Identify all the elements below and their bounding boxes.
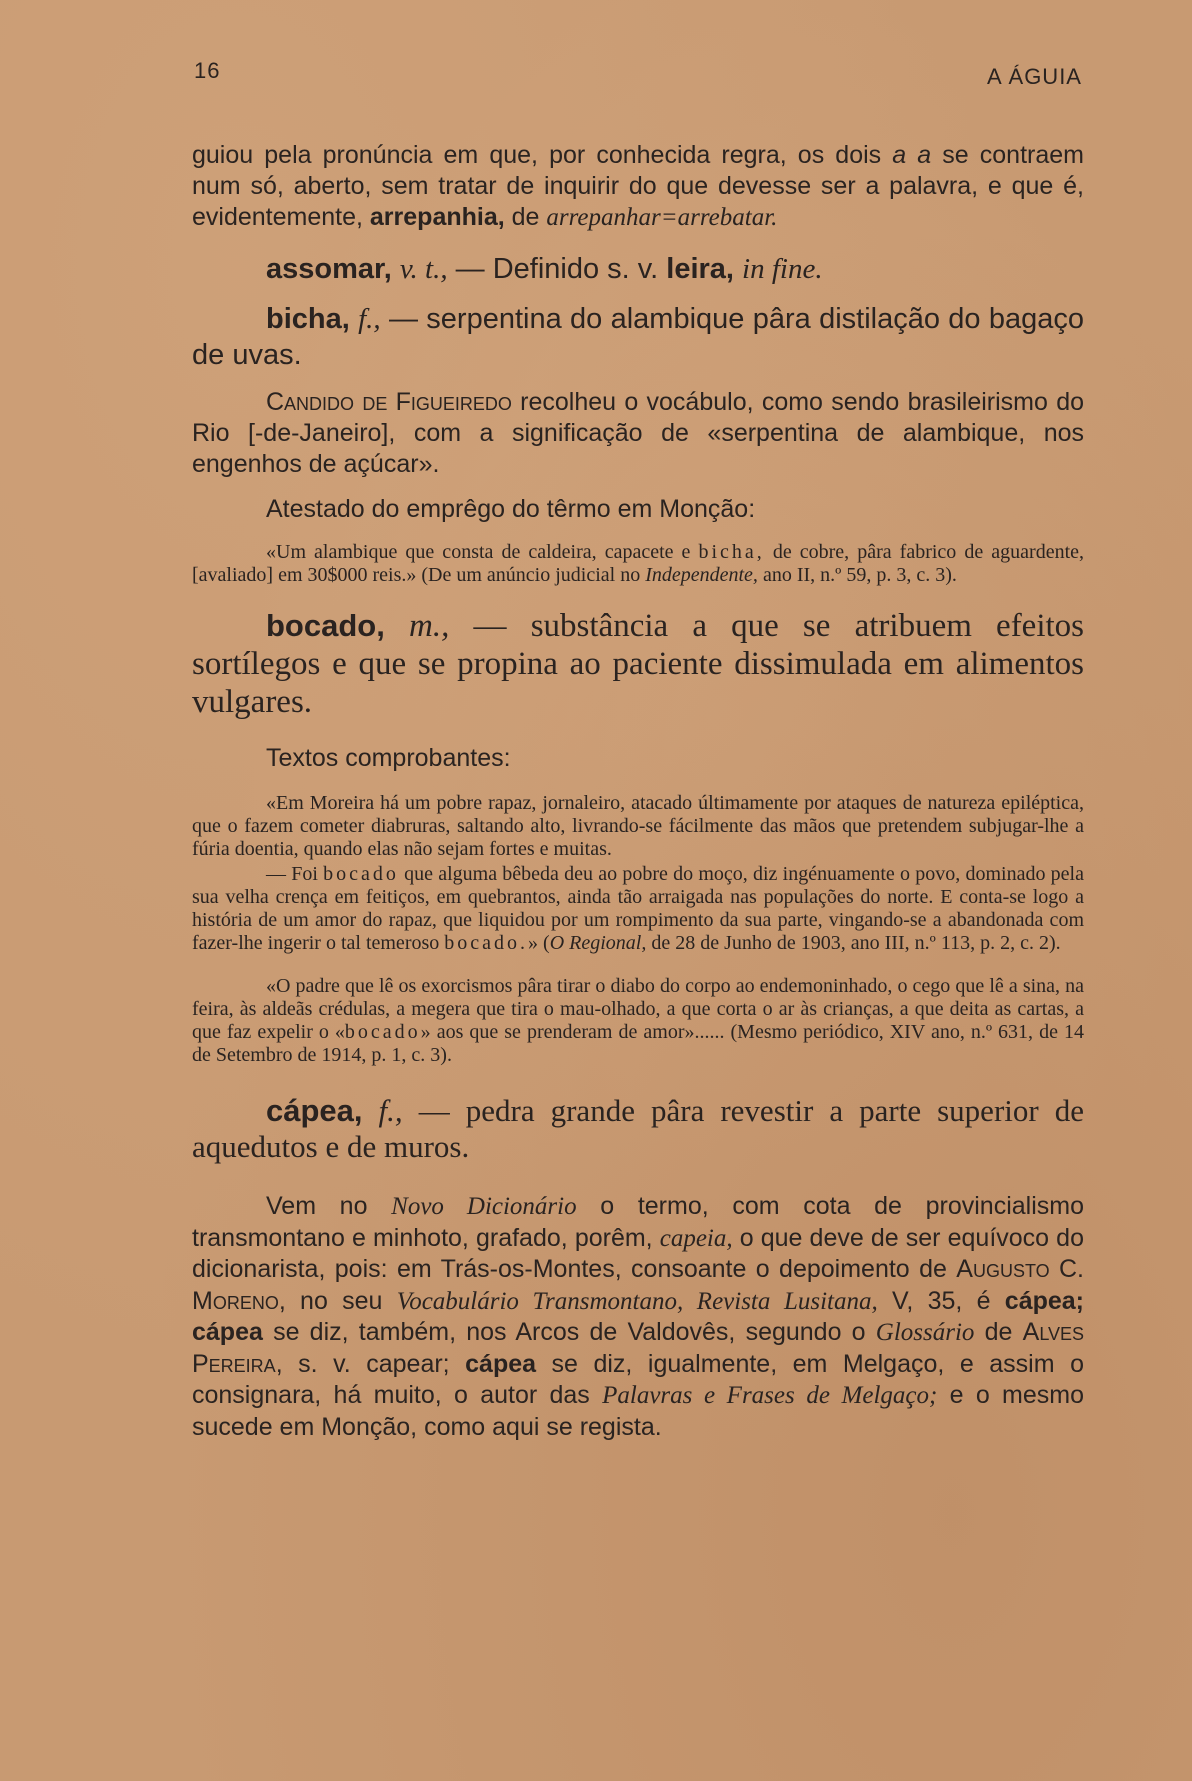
author-name: Augusto C. Moreno, [192, 1255, 1085, 1315]
text-bold: leira, [666, 253, 734, 285]
text: » aos que se prenderam de amor»...... (Mesmo periódico, XIV ano, n.º 631, de 14 de Setembro de 1914, p. 1, c. 3). [192, 1021, 1084, 1066]
headword: cápea, [266, 1093, 363, 1128]
definition: — substância a que se atribuem efeitos sortílegos e que se propina ao paciente dissimulada em alimentos vulgares. [192, 608, 1085, 720]
text-bold: cápea [192, 1318, 263, 1346]
journal-title: A ÁGUIA [986, 64, 1082, 89]
text: Atestado do emprêgo do têrmo em Monção: [266, 495, 756, 523]
text: «Em Moreira há um pobre rapaz, jornaleiro, atacado últimamente por ataques de natureza epiléptica, que o fazem cometer diabruras, saltando alto, livrando-se fácilmente das mãos que pretendem subjugar-lhe a fúria doentia, quando elas não sejam fortes e muitas. [192, 792, 1084, 860]
text-italic: a a [892, 141, 932, 169]
text: de [504, 203, 547, 231]
text-italic: arrepanhar=arrebatar. [546, 204, 778, 231]
quote-bicha [192, 541, 1084, 587]
source-title: O Regional, [549, 932, 647, 954]
grammar-label: f., [378, 1093, 403, 1128]
text: s. v. capear; [282, 1349, 466, 1378]
text: «O padre que lê os exorcismos pâra tirar o diabo do corpo ao endemoninhado, o cego que lê a sina, na feira, às aldeãs crédulas, a megera que tira o mau-olhado, a que corta o ar às crianças, a que deita as cartas, a que faz expelir o « [192, 975, 1084, 1043]
headword: bicha, [266, 303, 350, 335]
quote-bocado-3 [192, 975, 1084, 1067]
text: «Um alambique que consta de caldeira, capacete e [266, 541, 699, 563]
text-bold: arrepanhia, [369, 203, 505, 231]
paragraph-textos [192, 743, 1084, 774]
running-header [194, 58, 1082, 94]
text: Textos comprobantes: [266, 744, 511, 772]
grammar-label: f., [358, 303, 381, 335]
text: que alguma bêbeda deu ao pobre do moço, diz ingénuamente o povo, dominado pela sua velha crença em feitiços, em quebrantos, ainda tão arraigada nas populações do norte. E conta-se logo a história de um amor do rapaz, que liquidou por um rompimento da sua parte, vingando-se a abandonada com fazer-lhe ingerir o tal temeroso [192, 863, 1084, 954]
text: se diz, igualmente, em Melgaço, e assim o consignara, há muito, o autor das [192, 1349, 1084, 1409]
definition: — serpentina do alambique pâra distilação do bagaço de uvas. [192, 303, 1084, 371]
paragraph-vem [192, 1191, 1084, 1443]
page-number: 16 [194, 58, 221, 83]
quote-bocado-1 [192, 792, 1084, 861]
author-name: Candido de Figueiredo [266, 388, 512, 416]
text-spaced: bocado [344, 1021, 421, 1043]
text: se contraem num só, aberto, sem tratar de inquirir do que devesse ser a palavra, e que é, evidentemente, [192, 141, 1084, 231]
page-body [192, 140, 1084, 1443]
paragraph-continuation [192, 140, 1084, 233]
text-bold: cápea [465, 1349, 537, 1378]
source-title: Vocabulário Transmontano, Revista Lusitana, [396, 1287, 878, 1315]
author-name: Alves Pereira, [192, 1318, 1085, 1378]
text-bold: cápea; [1004, 1286, 1085, 1315]
source-title: Palavras e Frases de Melgaço; [602, 1382, 938, 1409]
text-spaced: bocado [323, 863, 399, 885]
text: o termo, com cota de provincialismo transmontano e minhoto, grafado, porêm, [192, 1192, 1084, 1252]
grammar-label: m., [409, 608, 450, 644]
definition: — pedra grande pâra revestir a parte superior de aquedutos e de muros. [192, 1093, 1084, 1164]
text: de cobre, pâra fabrico de aguardente, [avaliado] em 30$000 reis.» (De um anúncio judicial no [192, 541, 1085, 586]
text: ano II, n.º 59, p. 3, c. 3). [757, 564, 957, 586]
entry-bicha [192, 301, 1084, 373]
headword: bocado, [266, 608, 385, 643]
quote-bocado-2 [192, 863, 1084, 955]
entry-bocado [192, 607, 1084, 721]
text-italic: in fine. [742, 253, 823, 285]
text: — Foi [266, 863, 324, 885]
text: e o mesmo sucede em Monção, como aqui se regista. [192, 1381, 1084, 1441]
text-spaced: bicha, [698, 541, 765, 563]
source-title: Independente, [645, 564, 758, 586]
entry-capea [192, 1093, 1084, 1165]
text: V, 35, é [877, 1286, 1005, 1315]
text-italic: capeia, [659, 1224, 733, 1252]
headword: assomar, [266, 253, 392, 285]
grammar-label: v. t., [399, 253, 448, 285]
source-title: Glossário [875, 1319, 975, 1346]
text: no seu [285, 1286, 397, 1315]
paragraph-candido [192, 387, 1084, 480]
text: — Definido s. v. [447, 253, 667, 285]
paragraph-atestado [192, 494, 1084, 525]
text: Vem no [266, 1192, 392, 1220]
text-spaced: bocado. [444, 932, 529, 954]
text: recolheu o vocábulo, como sendo brasileirismo do Rio [-de-Janeiro], com a significação de «serpentina de alambique, nos engenhos de açúcar». [192, 388, 1084, 478]
text: o que deve de ser equívoco do dicionarista, pois: em Trás-os-Montes, consoante o depoimento de [192, 1223, 1084, 1283]
text: guiou pela pronúncia em que, por conhecida regra, os dois [192, 141, 893, 169]
text: se diz, também, nos Arcos de Valdovês, segundo o [262, 1318, 876, 1346]
source-title: Novo Dicionário [391, 1193, 577, 1220]
entry-assomar [192, 251, 1084, 287]
text: » ( [528, 932, 550, 954]
text: de 28 de Junho de 1903, ano III, n.º 113, p. 2, c. 2). [646, 932, 1061, 954]
text: de [974, 1318, 1023, 1346]
